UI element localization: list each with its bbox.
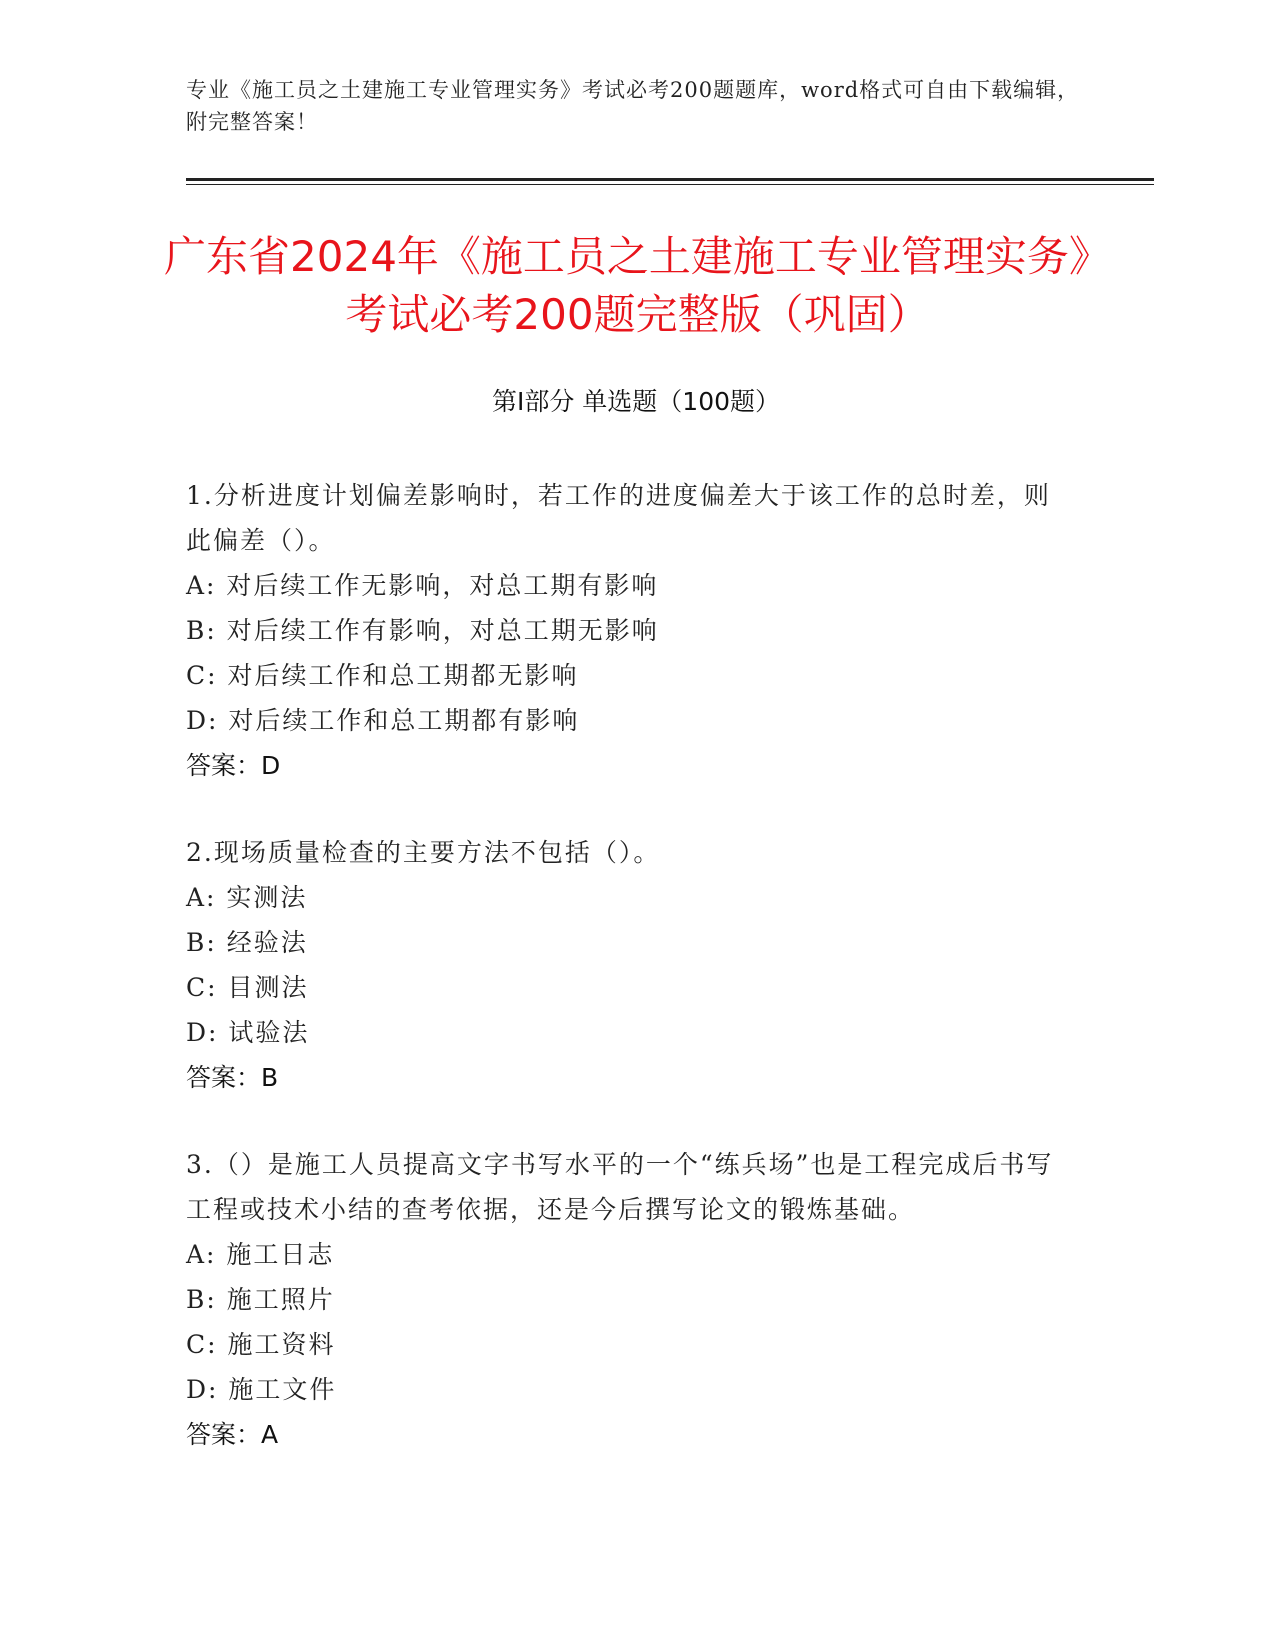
question-2	[186, 830, 1066, 1100]
question-3	[186, 1142, 1066, 1457]
option-a: A: 施工日志	[186, 1240, 335, 1269]
header-divider-thick	[186, 178, 1154, 181]
question-1	[186, 473, 1066, 788]
header-divider-thin	[186, 184, 1154, 185]
question-stem: 1.分析进度计划偏差影响时，若工作的进度偏差大于该工作的总时差，则此偏差（）。	[186, 481, 1051, 555]
option-b: B: 对后续工作有影响，对总工期无影响	[186, 616, 659, 645]
question-stem: 3.（）是施工人员提高文字书写水平的一个“练兵场”也是工程完成后书写工程或技术小结的查考依据，还是今后撰写论文的锻炼基础。	[186, 1150, 1054, 1224]
option-c: C: 对后续工作和总工期都无影响	[186, 661, 579, 690]
option-a: A: 实测法	[186, 883, 308, 912]
option-d: D: 施工文件	[186, 1375, 337, 1404]
header-note: 专业《施工员之土建施工专业管理实务》考试必考200题题库，word格式可自由下载编辑，附完整答案！	[186, 78, 1080, 134]
answer-line: 答案：B	[186, 1063, 279, 1092]
option-b: B: 经验法	[186, 928, 308, 957]
answer-line: 答案：D	[186, 751, 281, 780]
option-d: D: 试验法	[186, 1018, 310, 1047]
option-c: C: 施工资料	[186, 1330, 336, 1359]
option-c: C: 目测法	[186, 973, 309, 1002]
document-title: 广东省2024年《施工员之土建施工专业管理实务》考试必考200题完整版（巩固）	[164, 232, 1111, 339]
option-a: A: 对后续工作无影响，对总工期有影响	[186, 571, 659, 600]
section-heading: 第I部分 单选题（100题）	[491, 387, 781, 416]
question-list	[186, 473, 1066, 1499]
question-stem: 2.现场质量检查的主要方法不包括（）。	[186, 838, 661, 867]
option-d: D: 对后续工作和总工期都有影响	[186, 706, 580, 735]
answer-line: 答案：A	[186, 1420, 279, 1449]
option-b: B: 施工照片	[186, 1285, 335, 1314]
